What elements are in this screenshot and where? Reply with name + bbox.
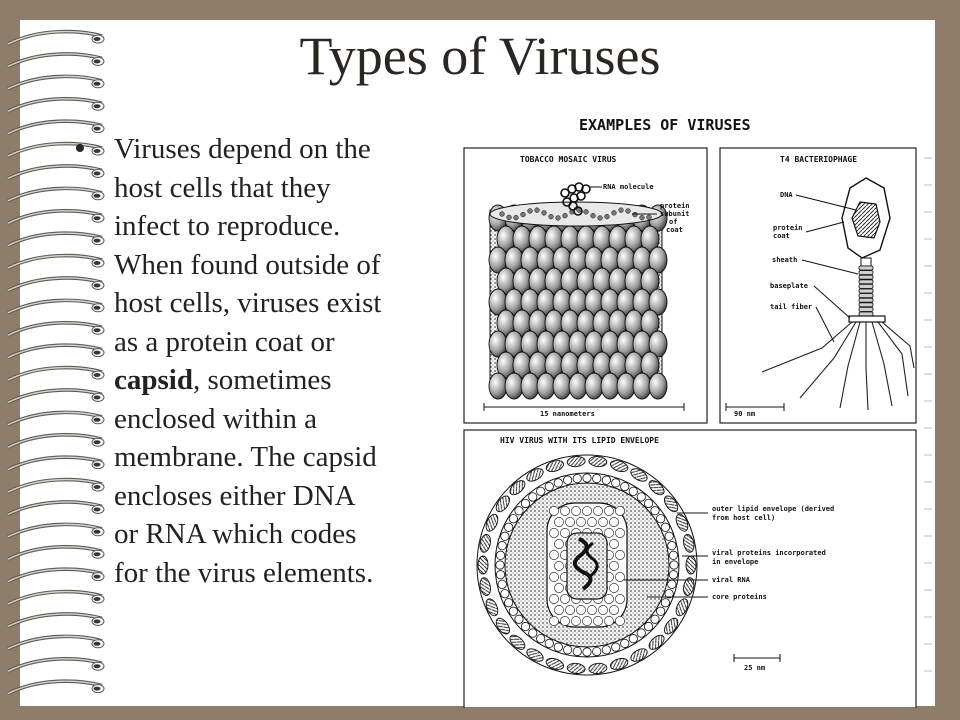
binding-ring-icon <box>8 323 104 335</box>
hiv-panel <box>464 430 916 708</box>
binding-ring-icon <box>8 278 104 290</box>
binding-ring-icon <box>8 188 104 200</box>
binding-ring-icon <box>8 592 104 604</box>
binding-ring-icon <box>8 99 104 111</box>
t4-title: T4 BACTERIOPHAGE <box>780 155 858 164</box>
body-line: host cells that they <box>114 171 331 204</box>
body-line: membrane. The capsid <box>114 441 377 473</box>
page-rule-marks <box>924 158 932 671</box>
body-line: Viruses depend on the <box>114 133 371 165</box>
tmv-illustration <box>489 202 667 399</box>
figure-heading: EXAMPLES OF VIRUSES <box>579 116 751 134</box>
body-line: infect to reproduce. <box>114 210 341 242</box>
hiv-illustration <box>477 455 697 675</box>
binding-ring-icon <box>8 412 104 424</box>
body-line: as a protein coat or <box>114 325 335 358</box>
spiral-binding <box>0 0 130 720</box>
binding-ring-icon <box>8 502 104 514</box>
t4-baseplate <box>849 316 885 322</box>
body-line <box>114 361 459 400</box>
binding-ring-icon <box>8 569 104 581</box>
binding-ring-icon <box>8 480 104 492</box>
body-line: enclosed within a <box>114 402 317 435</box>
binding-ring-icon <box>8 121 104 133</box>
t4-panel <box>720 148 916 423</box>
hiv-envelope-label: outer lipid envelope (derived from host cell) <box>712 505 835 522</box>
t4-tail-fiber-label: tail fiber <box>770 303 813 311</box>
tmv-title: TOBACCO MOSAIC VIRUS <box>520 155 617 164</box>
binding-ring-icon <box>8 345 104 357</box>
body-line: encloses either DNA <box>114 479 356 512</box>
t4-dna-label: DNA <box>780 191 793 199</box>
hiv-title: HIV VIRUS WITH ITS LIPID ENVELOPE <box>500 436 659 445</box>
body-line: or RNA which codes <box>114 518 357 550</box>
binding-ring-icon <box>8 681 104 693</box>
t4-sheath-label: sheath <box>772 256 798 264</box>
binding-ring-icon <box>8 547 104 559</box>
t4-sheath <box>859 266 873 316</box>
binding-ring-icon <box>8 524 104 536</box>
binding-ring-icon <box>8 457 104 469</box>
binding-ring-icon <box>8 390 104 402</box>
bullet-point: • <box>74 130 86 167</box>
tmv-rna-label: RNA molecule <box>603 183 654 191</box>
t4-protein-coat-label: protein coat <box>773 224 803 240</box>
body-line-rest: , sometimes <box>192 364 332 396</box>
body-line: host cells, viruses exist <box>114 287 382 319</box>
binding-ring-icon <box>8 300 104 312</box>
binding-ring-icon <box>8 614 104 626</box>
binding-ring-icon <box>8 636 104 648</box>
slide-title: Types of Viruses <box>299 26 661 86</box>
binding-ring-icon <box>8 368 104 380</box>
hiv-viral-proteins-label: viral proteins incorporated in envelope <box>712 549 826 566</box>
t4-scale-label: 90 nm <box>734 410 756 418</box>
body-line: When found outside of <box>114 248 381 281</box>
binding-ring-icon <box>8 211 104 223</box>
capsid-term: capsid <box>114 364 193 396</box>
hiv-scale-label: 25 nm <box>744 664 766 672</box>
body-text <box>114 130 459 592</box>
binding-ring-icon <box>8 166 104 178</box>
hiv-core-label: core proteins <box>712 593 767 601</box>
tmv-scale-label: 15 nanometers <box>540 410 595 418</box>
binding-ring-icon <box>8 256 104 268</box>
t4-baseplate-label: baseplate <box>770 282 808 290</box>
virus-examples-figure <box>462 110 932 708</box>
binding-ring-icon <box>8 144 104 156</box>
tmv-protein-label: protein subunit of coat <box>660 202 690 234</box>
body-line: for the virus elements. <box>114 556 374 589</box>
tmv-panel <box>464 148 707 423</box>
binding-ring-icon <box>8 659 104 671</box>
binding-ring-icon <box>8 435 104 447</box>
binding-ring-icon <box>8 233 104 245</box>
hiv-rna-label: viral RNA <box>712 576 750 584</box>
